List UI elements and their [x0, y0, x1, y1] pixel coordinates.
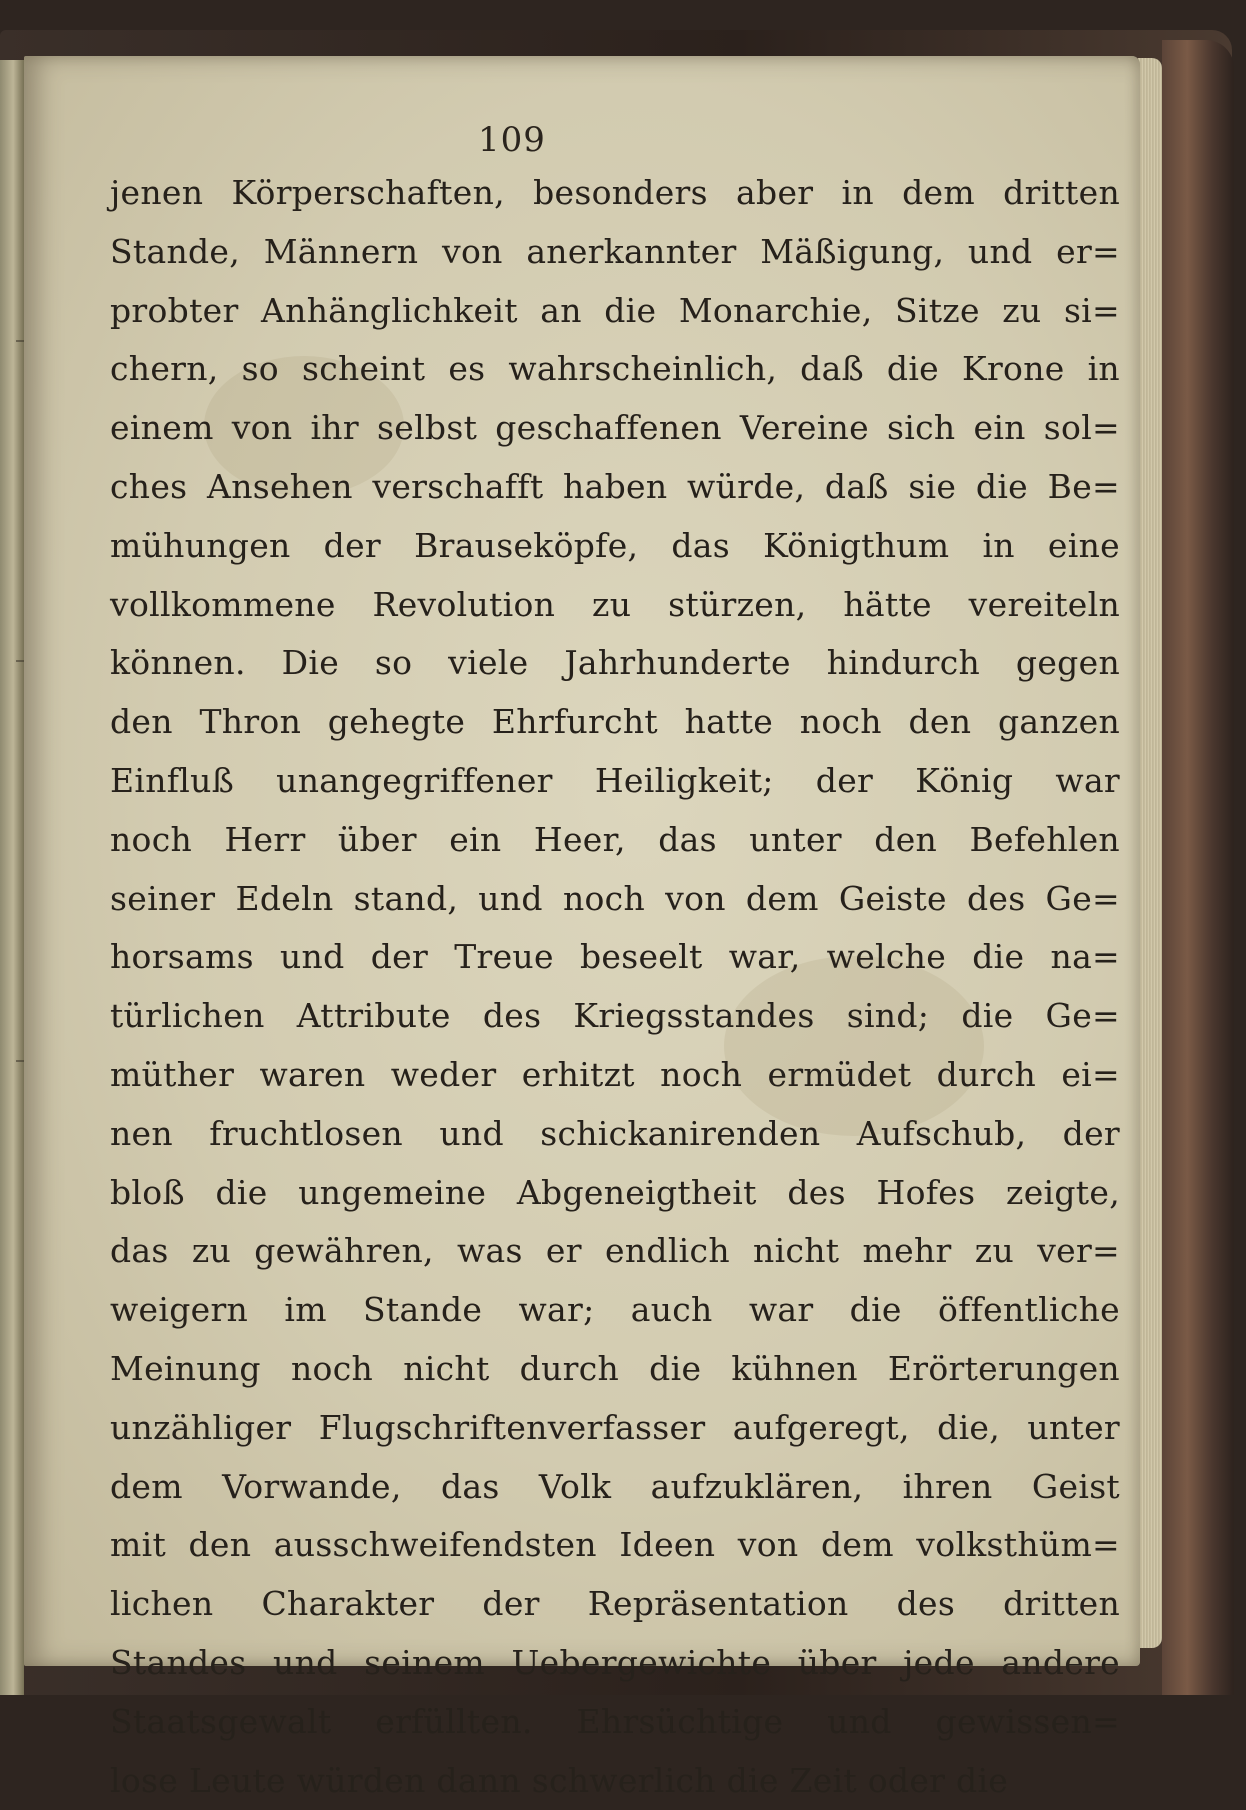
text-line: bloß die ungemeine Abgeneigtheit des Hofes zeigte, [110, 1172, 1120, 1212]
text-line: lichen Charakter der Repräsentation des dritten [110, 1584, 1120, 1624]
page-number: 109 [478, 120, 546, 160]
page-edges [1138, 58, 1162, 1648]
text-line: unzähliger Flugschriftenverfasser aufgeregt, die, unter [110, 1407, 1120, 1447]
text-line: türlichen Attribute des Kriegsstandes sind; die Ge= [110, 996, 1120, 1036]
text-line: Staatsgewalt erfüllten. Ehrsüchtige und gewissen= [110, 1701, 1120, 1741]
leather-spine-edge [1162, 40, 1234, 1695]
text-line: vollkommene Revolution zu stürzen, hätte vereiteln [110, 584, 1120, 624]
text-line: den Thron gehegte Ehrfurcht hatte noch den ganzen [110, 702, 1120, 742]
text-line: lose Leute würden dann schwerlich die Zeit oder die [110, 1760, 1009, 1800]
text-line: einem von ihr selbst geschaffenen Vereine sich ein sol= [110, 408, 1120, 448]
text-line: müther waren weder erhitzt noch ermüdet durch ei= [110, 1054, 1120, 1094]
text-line: Stande, Männern von anerkannter Mäßigung, und er= [110, 231, 1120, 271]
previous-page-gutter [0, 60, 24, 1695]
text-line: probter Anhänglichkeit an die Monarchie, Sitze zu si= [110, 290, 1120, 330]
text-line: können. Die so viele Jahrhunderte hindurch gegen [110, 643, 1120, 683]
text-line: das zu gewähren, was er endlich nicht mehr zu ver= [110, 1231, 1120, 1271]
text-line: ches Ansehen verschafft haben würde, daß sie die Be= [110, 466, 1120, 506]
text-line: weigern im Stande war; auch war die öffentliche [110, 1290, 1120, 1330]
text-line: mühungen der Brauseköpfe, das Königthum in eine [110, 525, 1120, 565]
text-line: jenen Körperschaften, besonders aber in dem dritten [110, 173, 1120, 212]
text-line: horsams und der Treue beseelt war, welche die na= [110, 937, 1120, 977]
text-line: noch Herr über ein Heer, das unter den Befehlen [110, 819, 1120, 859]
text-line: mit den ausschweifendsten Ideen von dem volksthüm= [110, 1525, 1120, 1565]
text-line: Standes und seinem Uebergewichte über jede andere [110, 1642, 1120, 1682]
text-line: dem Vorwande, das Volk aufzuklären, ihren Geist [110, 1466, 1120, 1506]
text-line: chern, so scheint es wahrscheinlich, daß die Krone in [110, 349, 1120, 389]
text-line: seiner Edeln stand, und noch von dem Geiste des Ge= [110, 878, 1120, 918]
text-line: Einfluß unangegriffener Heiligkeit; der König war [110, 760, 1120, 800]
text-line: nen fruchtlosen und schickanirenden Aufschub, der [110, 1113, 1120, 1153]
text-line: Meinung noch nicht durch die kühnen Erörterungen [110, 1348, 1120, 1388]
body-text [110, 164, 1120, 1810]
